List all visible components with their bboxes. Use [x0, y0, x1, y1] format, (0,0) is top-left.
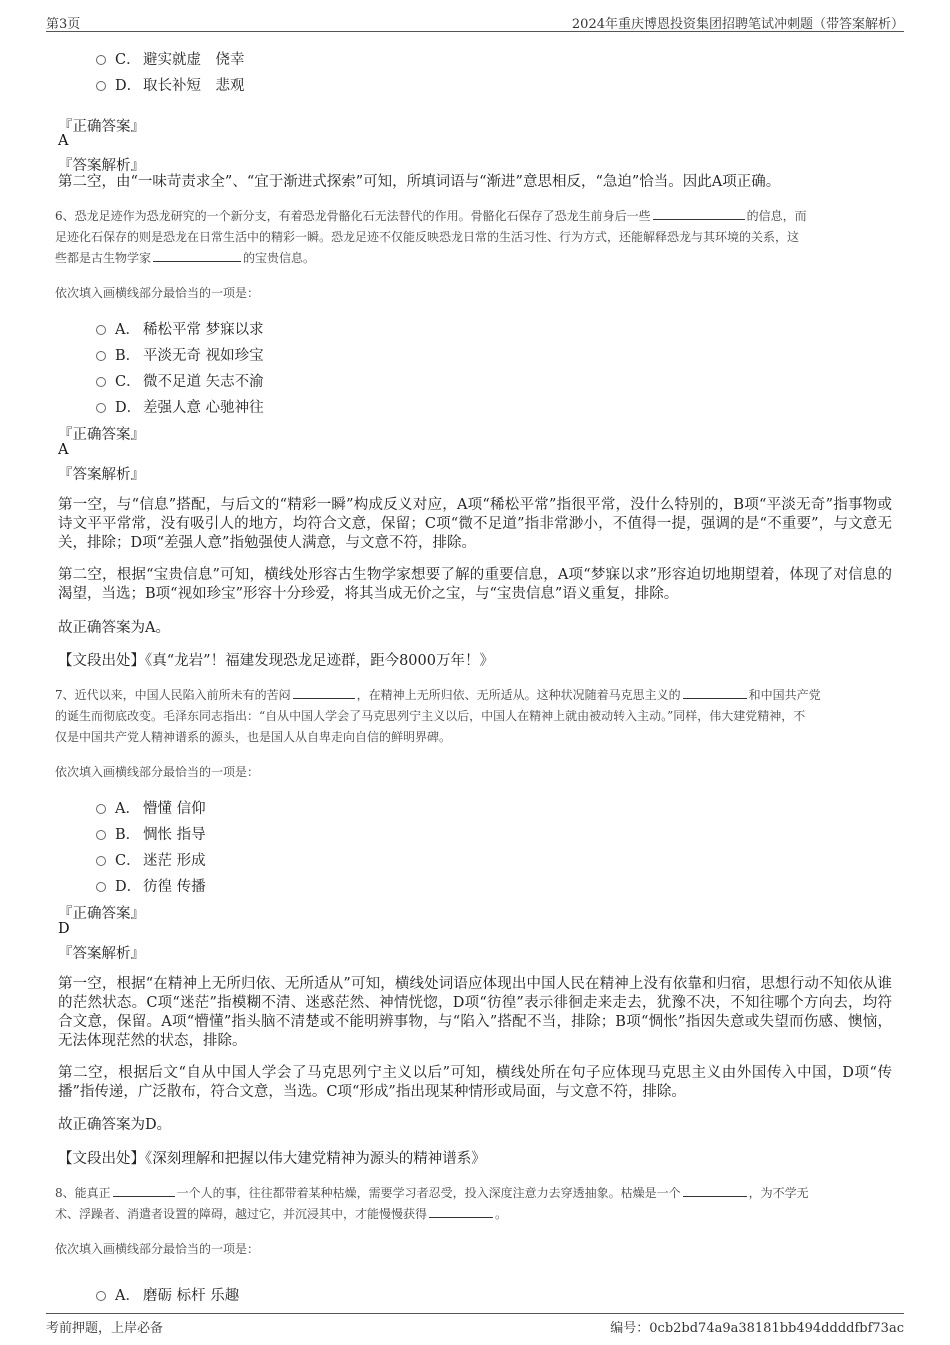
radio-icon[interactable] — [96, 1291, 106, 1301]
question-8: 8、能真正 一个人的事，往往都带着某种枯燥，需要学习者忍受，投入深度注意力去穿透抽象。枯燥是一个 ，为不学无 术、浮躁者、消遣者设置的障碍，越过它，并沉浸其中，才能慢慢获得 。 — [55, 1186, 809, 1221]
page-number: 第3页 — [46, 17, 81, 32]
analysis-paragraph: 第二空，根据“宝贵信息”可知，横线处形容古生物学家想要了解的重要信息，A项“梦寐以求”形容迫切地期望着，体现了对信息的渴望，当选；B项“视如珍宝”形容十分珍爱，将其当成无价之宝，与“宝贵信息”语义重复，排除。 — [58, 567, 892, 602]
correct-answer-label: 『正确答案』 — [58, 119, 145, 135]
analysis-paragraph: 第一空，根据“在精神上无所归依、无所适从”可知，横线处词语应体现出中国人民在精神上没有依靠和归宿，思想行动不知依从谁的茫然状态。C项“迷茫”指模糊不清、迷惑茫然、神情恍惚，D项“彷徨”表示徘徊走来走去，犹豫不决，不知往哪个方向去，均符合文意，保留。A项“懵懂”指头脑不清楚或不能明辨事物，与“陷入”搭配不当，排除；B项“惆怅”指因失意或失望而伤感、懊恼，无法体现茫然的状态，排除。 — [58, 976, 892, 1049]
question-7: 7、近代以来，中国人民陷入前所未有的苦闷 ，在精神上无所归依、无所适从。这种状况随着马克思主义的 和中国共产党 的诞生而彻底改变。毛泽东同志指出：“自从中国人学会了马克思列宁主义以后，中国人在精神上就由被动转入主动。”同样，伟大建党精神，不 仅是中国共产党人精神谱系的源头，也是国人从自卑走向自信的鲜明界碑。 — [55, 688, 821, 744]
correct-answer-label: 『正确答案』 — [58, 906, 145, 922]
document-code: 编号：0cb2bd74a9a38181bb494ddddfbf73ac — [610, 1321, 904, 1336]
analysis-conclusion: 故正确答案为D。 — [58, 1117, 172, 1133]
page-footer — [46, 1313, 904, 1334]
analysis-label: 『答案解析』 — [58, 158, 145, 174]
option-a[interactable]: A． 磨砺 标杆 乐趣 — [96, 1284, 239, 1305]
page-header — [46, 11, 904, 32]
option-d[interactable]: D． 取长补短 悲观 — [96, 74, 245, 95]
footer-slogan: 考前押题，上岸必备 — [46, 1321, 164, 1336]
option-a[interactable]: A． 稀松平常 梦寐以求 — [96, 318, 264, 339]
radio-icon[interactable] — [96, 403, 106, 413]
blank-line — [293, 688, 355, 699]
radio-icon[interactable] — [96, 830, 106, 840]
radio-icon[interactable] — [96, 351, 106, 361]
option-d[interactable]: D． 彷徨 传播 — [96, 875, 206, 896]
correct-answer: D — [58, 921, 70, 937]
option-c[interactable]: C． 避实就虚 侥幸 — [96, 48, 245, 69]
blank-line — [429, 1207, 493, 1218]
question-prompt: 依次填入画横线部分最恰当的一项是： — [55, 1242, 260, 1256]
option-c[interactable]: C． 迷茫 形成 — [96, 849, 206, 870]
option-b[interactable]: B． 平淡无奇 视如珍宝 — [96, 344, 264, 365]
source-citation: 【文段出处】《真“龙岩”！福建发现恐龙足迹群，距今8000万年！》 — [58, 653, 494, 669]
radio-icon[interactable] — [96, 81, 106, 91]
blank-line — [683, 1186, 747, 1197]
radio-icon[interactable] — [96, 856, 106, 866]
question-prompt: 依次填入画横线部分最恰当的一项是： — [55, 286, 260, 300]
radio-icon[interactable] — [96, 882, 106, 892]
option-a[interactable]: A． 懵懂 信仰 — [96, 797, 206, 818]
document-title: 2024年重庆博恩投资集团招聘笔试冲刺题（带答案解析） — [571, 17, 904, 32]
blank-line — [153, 251, 241, 262]
source-citation: 【文段出处】《深刻理解和把握以伟大建党精神为源头的精神谱系》 — [58, 1151, 486, 1167]
radio-icon[interactable] — [96, 804, 106, 814]
analysis-paragraph: 第一空，与“信息”搭配，与后文的“精彩一瞬”构成反义对应，A项“稀松平常”指很平常，没什么特别的，B项“平淡无奇”指事物或诗文平平常常，没有吸引人的地方，均符合文意，保留；C项“微不足道”指非常渺小，不值得一提，强调的是“不重要”，与文意无关，排除；D项“差强人意”指勉强使人满意，与文意不符，排除。 — [58, 497, 892, 551]
question-prompt: 依次填入画横线部分最恰当的一项是： — [55, 765, 260, 779]
analysis-conclusion: 故正确答案为A。 — [58, 620, 170, 636]
radio-icon[interactable] — [96, 325, 106, 335]
blank-line — [113, 1186, 175, 1197]
analysis-paragraph: 第二空，根据后文“自从中国人学会了马克思列宁主义以后”可知，横线处所在句子应体现马克思主义由外国传入中国，D项“传播”指传递，广泛散布，符合文意，当选。C项“形成”指出现某种情形或局面，与文意不符，排除。 — [58, 1065, 892, 1100]
option-d[interactable]: D． 差强人意 心驰神往 — [96, 396, 264, 417]
option-c[interactable]: C． 微不足道 矢志不渝 — [96, 370, 264, 391]
correct-answer: A — [58, 133, 69, 149]
radio-icon[interactable] — [96, 377, 106, 387]
analysis-label: 『答案解析』 — [58, 946, 145, 962]
analysis-text: 第二空，由“一味苛责求全”、“宜于渐进式探索”可知，所填词语与“渐进”意思相反，“急迫”恰当。因此A项正确。 — [58, 174, 781, 190]
question-6: 6、恐龙足迹作为恐龙研究的一个新分支，有着恐龙骨骼化石无法替代的作用。骨骼化石保存了恐龙生前身后一些 的信息，而 足迹化石保存的则是恐龙在日常生活中的精彩一瞬。恐龙足迹不仅能反映恐龙日常的生活习性、行为方式，还能解释恐龙与其环境的关系，这 些都是古生物学家 的宝贵信息。 — [55, 209, 807, 265]
correct-answer: A — [58, 442, 69, 458]
option-b[interactable]: B． 惆怅 指导 — [96, 823, 206, 844]
analysis-label: 『答案解析』 — [58, 467, 145, 483]
blank-line — [683, 688, 747, 699]
radio-icon[interactable] — [96, 55, 106, 65]
correct-answer-label: 『正确答案』 — [58, 427, 145, 443]
blank-line — [653, 209, 745, 220]
